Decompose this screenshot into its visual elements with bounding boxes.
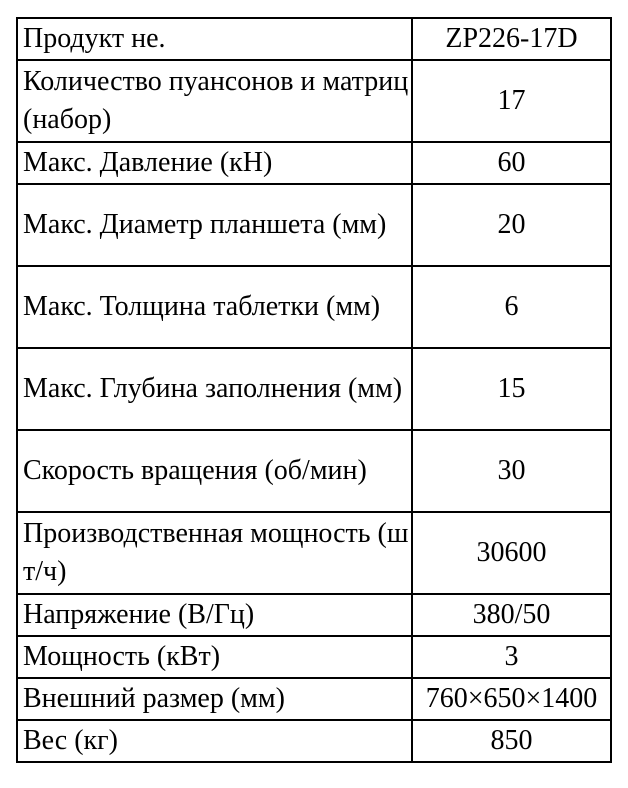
row-label: Продукт не. <box>17 18 412 60</box>
row-value: 15 <box>412 348 611 430</box>
row-label: Внешний размер (мм) <box>17 678 412 720</box>
row-label: Мощность (кВт) <box>17 636 412 678</box>
table-row <box>17 184 611 266</box>
table-row <box>17 348 611 430</box>
spec-table <box>16 17 612 763</box>
row-label: Макс. Толщина таблетки (мм) <box>17 266 412 348</box>
row-label: Напряжение (В/Гц) <box>17 594 412 636</box>
table-row <box>17 720 611 762</box>
row-value: 20 <box>412 184 611 266</box>
row-value: 30 <box>412 430 611 512</box>
table-row <box>17 512 611 594</box>
table-row <box>17 678 611 720</box>
table-row <box>17 430 611 512</box>
table-row <box>17 636 611 678</box>
table-row <box>17 142 611 184</box>
row-value: 60 <box>412 142 611 184</box>
row-value: 380/50 <box>412 594 611 636</box>
row-label: Скорость вращения (об/мин) <box>17 430 412 512</box>
table-row <box>17 18 611 60</box>
row-value: 6 <box>412 266 611 348</box>
row-value: 17 <box>412 60 611 142</box>
row-label: Количество пуансонов и матриц (набор) <box>17 60 412 142</box>
row-label: Вес (кг) <box>17 720 412 762</box>
table-row <box>17 594 611 636</box>
row-label: Макс. Давление (кН) <box>17 142 412 184</box>
table-row <box>17 60 611 142</box>
row-label: Производственная мощность (шт/ч) <box>17 512 412 594</box>
row-label: Макс. Диаметр планшета (мм) <box>17 184 412 266</box>
row-label: Макс. Глубина заполнения (мм) <box>17 348 412 430</box>
row-value: 3 <box>412 636 611 678</box>
row-value: 30600 <box>412 512 611 594</box>
row-value: ZP226-17D <box>412 18 611 60</box>
table-row <box>17 266 611 348</box>
row-value: 850 <box>412 720 611 762</box>
row-value: 760×650×1400 <box>412 678 611 720</box>
